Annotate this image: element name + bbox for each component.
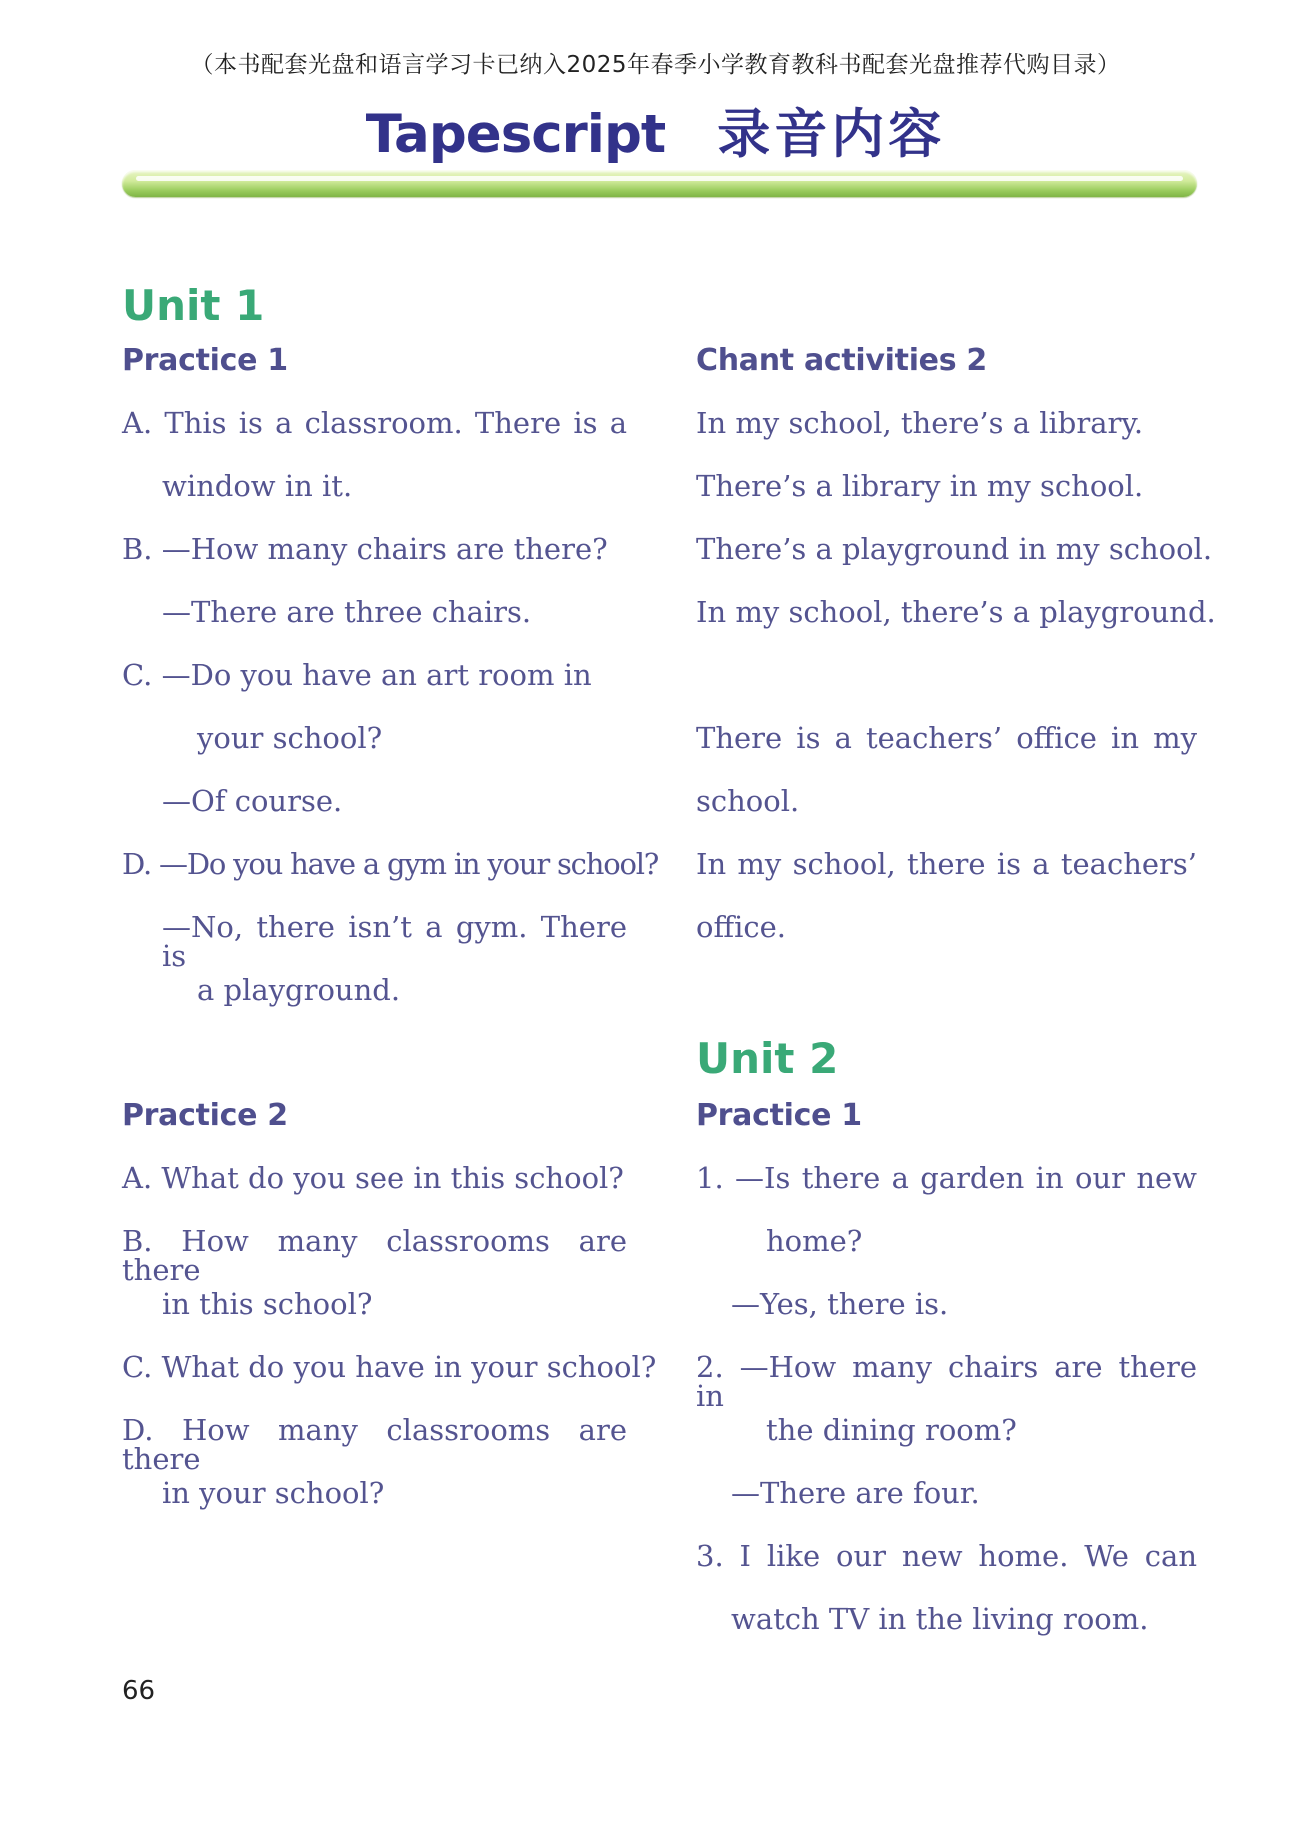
transcript-line: —Yes, there is. bbox=[731, 1287, 949, 1321]
transcript-line: window in it. bbox=[162, 469, 353, 503]
transcript-line: a playground. bbox=[197, 973, 401, 1007]
transcript-line: B. How many classrooms are there bbox=[122, 1224, 627, 1287]
transcript-line: in this school? bbox=[162, 1287, 373, 1321]
transcript-line: —No, there isn’t a gym. There is bbox=[162, 910, 627, 973]
title-english: Tapescript bbox=[365, 104, 666, 165]
transcript-line: 1. —Is there a garden in our new bbox=[696, 1161, 1197, 1195]
transcript-line: —Of course. bbox=[162, 784, 343, 818]
title-divider-bar bbox=[122, 170, 1197, 197]
transcript-line: your school? bbox=[197, 721, 383, 755]
transcript-line: watch TV in the living room. bbox=[731, 1602, 1149, 1636]
transcript-line: C. —Do you have an art room in bbox=[122, 658, 592, 692]
transcript-line: office. bbox=[696, 910, 786, 944]
transcript-line: D. —Do you have a gym in your school? bbox=[122, 847, 659, 881]
unit-2-heading: Unit 2 bbox=[696, 1034, 839, 1083]
transcript-line: —There are three chairs. bbox=[162, 595, 532, 629]
unit2-practice1-heading: Practice 1 bbox=[696, 1098, 862, 1133]
unit1-practice1-heading: Practice 1 bbox=[122, 343, 288, 378]
transcript-line: There’s a playground in my school. bbox=[696, 532, 1213, 566]
transcript-line: B. —How many chairs are there? bbox=[122, 532, 608, 566]
transcript-line: 3. I like our new home. We can bbox=[696, 1539, 1197, 1573]
transcript-line: In my school, there is a teachers’ bbox=[696, 847, 1197, 881]
transcript-line: There is a teachers’ office in my bbox=[696, 721, 1197, 755]
transcript-line: A. What do you see in this school? bbox=[122, 1161, 624, 1195]
notice-text: （本书配套光盘和语言学习卡已纳入2025年春季小学教育教科书配套光盘推荐代购目录） bbox=[190, 52, 1121, 78]
page-title bbox=[0, 92, 1311, 168]
transcript-line: —There are four. bbox=[731, 1476, 980, 1510]
transcript-line: There’s a library in my school. bbox=[696, 469, 1144, 503]
transcript-line: 2. —How many chairs are there in bbox=[696, 1350, 1197, 1413]
transcript-line: In my school, there’s a library. bbox=[696, 406, 1144, 440]
transcript-line: A. This is a classroom. There is a bbox=[122, 406, 627, 440]
transcript-line: the dining room? bbox=[766, 1413, 1017, 1447]
page-number: 66 bbox=[122, 1676, 156, 1706]
transcript-line: D. How many classrooms are there bbox=[122, 1413, 627, 1476]
transcript-line: In my school, there’s a playground. bbox=[696, 595, 1216, 629]
transcript-line: C. What do you have in your school? bbox=[122, 1350, 657, 1384]
transcript-line: home? bbox=[766, 1224, 863, 1258]
transcript-line: in your school? bbox=[162, 1476, 385, 1510]
unit1-chant2-heading: Chant activities 2 bbox=[696, 343, 987, 378]
title-chinese: 录音内容 bbox=[717, 104, 946, 165]
unit1-practice2-heading: Practice 2 bbox=[122, 1098, 288, 1133]
unit-1-heading: Unit 1 bbox=[122, 281, 265, 330]
transcript-line: school. bbox=[696, 784, 800, 818]
